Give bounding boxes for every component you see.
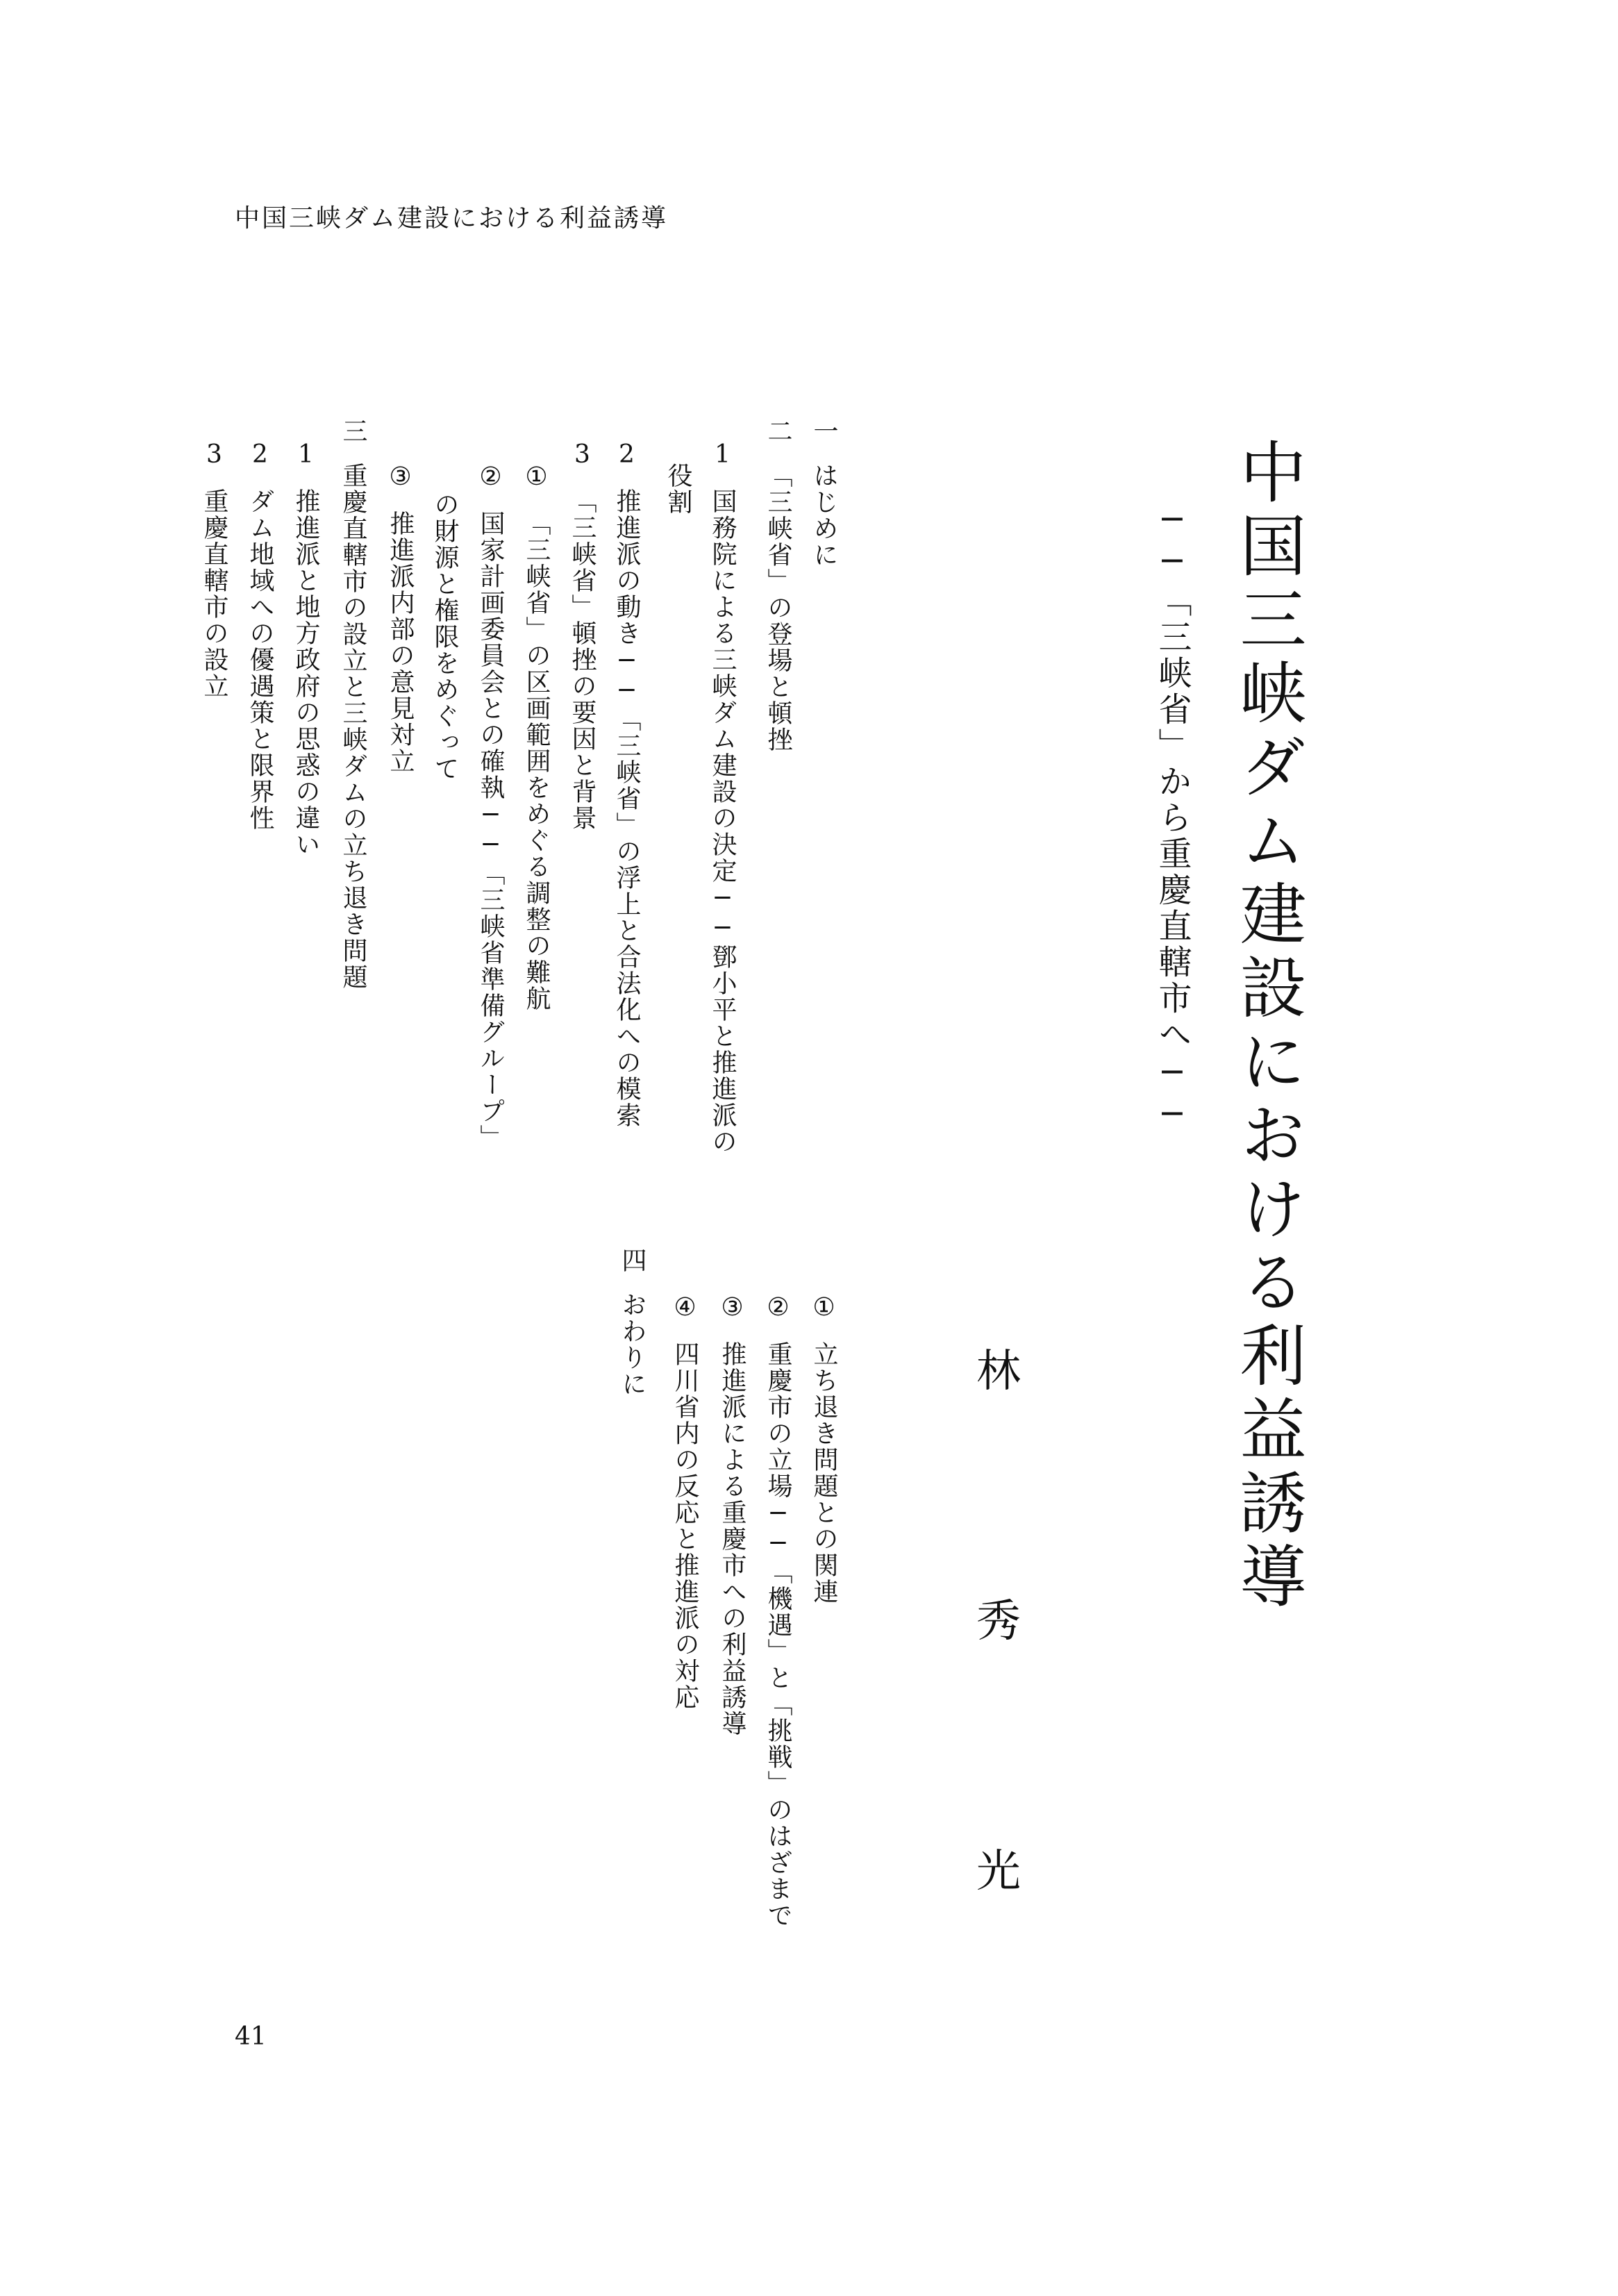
toc-entry-number: ④ (671, 1293, 699, 1323)
toc-entry (764, 418, 792, 753)
toc-entry-text: 重慶直轄市の設立 (200, 488, 228, 699)
author-name (976, 1347, 1021, 1896)
toc-entry (476, 463, 504, 1151)
toc-entry-text: 「三峡省」の区画範囲をめぐる調整の難航 (522, 510, 551, 1012)
toc-entry-number: 1 (708, 440, 737, 470)
toc-entry (671, 1293, 699, 1711)
toc-entry-text: おわりに (618, 1292, 647, 1397)
toc-entry-text: 推進派内部の意見対立 (386, 510, 415, 774)
toc-entry-text: 「三峡省」頓挫の要因と背景 (568, 488, 597, 831)
toc-entry (810, 1293, 837, 1605)
toc-entry-text: 重慶市の立場──「機遇」と「挑戦」のはざまで (764, 1341, 792, 1929)
toc-entry-number: 四 (618, 1247, 647, 1274)
toc-entry (522, 463, 550, 1012)
toc-entry-text: 「三峡省」の登場と頓挫 (764, 463, 792, 753)
toc-entry-number: ① (810, 1293, 838, 1323)
toc-entry (386, 463, 414, 774)
toc-entry-number: 1 (292, 440, 320, 470)
author-char: 光 (976, 1846, 1021, 1897)
toc-entry-text: ダム地域への優遇策と限界性 (246, 488, 274, 831)
toc-entry-number: ③ (386, 463, 415, 492)
toc-entry (339, 418, 367, 990)
page-number: 41 (235, 2022, 267, 2051)
toc-entry-number: ③ (718, 1293, 747, 1323)
toc-entry (764, 1293, 792, 1929)
toc-entry-text: 推進派と地方政府の思惑の違い (292, 488, 320, 858)
toc-entry (618, 1247, 646, 1397)
toc-entry-number: 一 (810, 418, 838, 444)
toc-entry-number: 二 (764, 418, 792, 444)
toc-entry-text: 四川省内の反応と推進派の対応 (671, 1341, 699, 1711)
toc-entry-text: 国家計画委員会との確執──「三峡省準備グループ」 (476, 510, 505, 1151)
running-header: 中国三峡ダム建設における利益誘導 (235, 204, 669, 233)
toc-entry (612, 440, 640, 1129)
author-char: 林 (976, 1346, 1021, 1397)
toc-entry-number: ② (764, 1293, 792, 1323)
toc-entry (568, 440, 596, 831)
toc-entry (718, 1293, 746, 1737)
toc-entry (292, 440, 319, 858)
toc-entry-text: 推進派による重慶市への利益誘導 (718, 1341, 747, 1737)
toc-entry-number: 2 (612, 440, 641, 470)
toc-entry-continuation (664, 463, 692, 515)
toc-entry-number: 2 (246, 440, 274, 470)
toc-entry-continuation (431, 492, 458, 782)
toc-entry-text: 役割 (664, 463, 692, 515)
toc-entry-text: はじめに (810, 463, 838, 568)
toc-entry-number: ② (476, 463, 505, 492)
article-subtitle: ──「三峡省」から重慶直轄市へ── (1153, 500, 1192, 1136)
toc-entry (200, 440, 228, 699)
toc-entry (810, 418, 837, 568)
toc-entry (246, 440, 274, 831)
toc-entry-text: 重慶直轄市の設立と三峡ダムの立ち退き問題 (339, 463, 367, 990)
toc-entry-number: 3 (200, 440, 228, 470)
toc-entry-number: ① (522, 463, 551, 492)
toc-entry-number: 3 (568, 440, 597, 470)
toc-entry-text: の財源と権限をめぐって (431, 492, 459, 782)
toc-entry-text: 立ち退き問題との関連 (810, 1341, 838, 1605)
toc-entry (708, 440, 736, 1155)
article-title: 中国三峡ダム建設における利益誘導 (1229, 438, 1307, 1615)
author-char: 秀 (976, 1596, 1021, 1647)
toc-entry-text: 国務院による三峡ダム建設の決定──鄧小平と推進派の (708, 488, 737, 1155)
toc-entry-text: 推進派の動き──「三峡省」の浮上と合法化への模索 (612, 488, 641, 1129)
toc-entry-number: 三 (339, 418, 367, 444)
